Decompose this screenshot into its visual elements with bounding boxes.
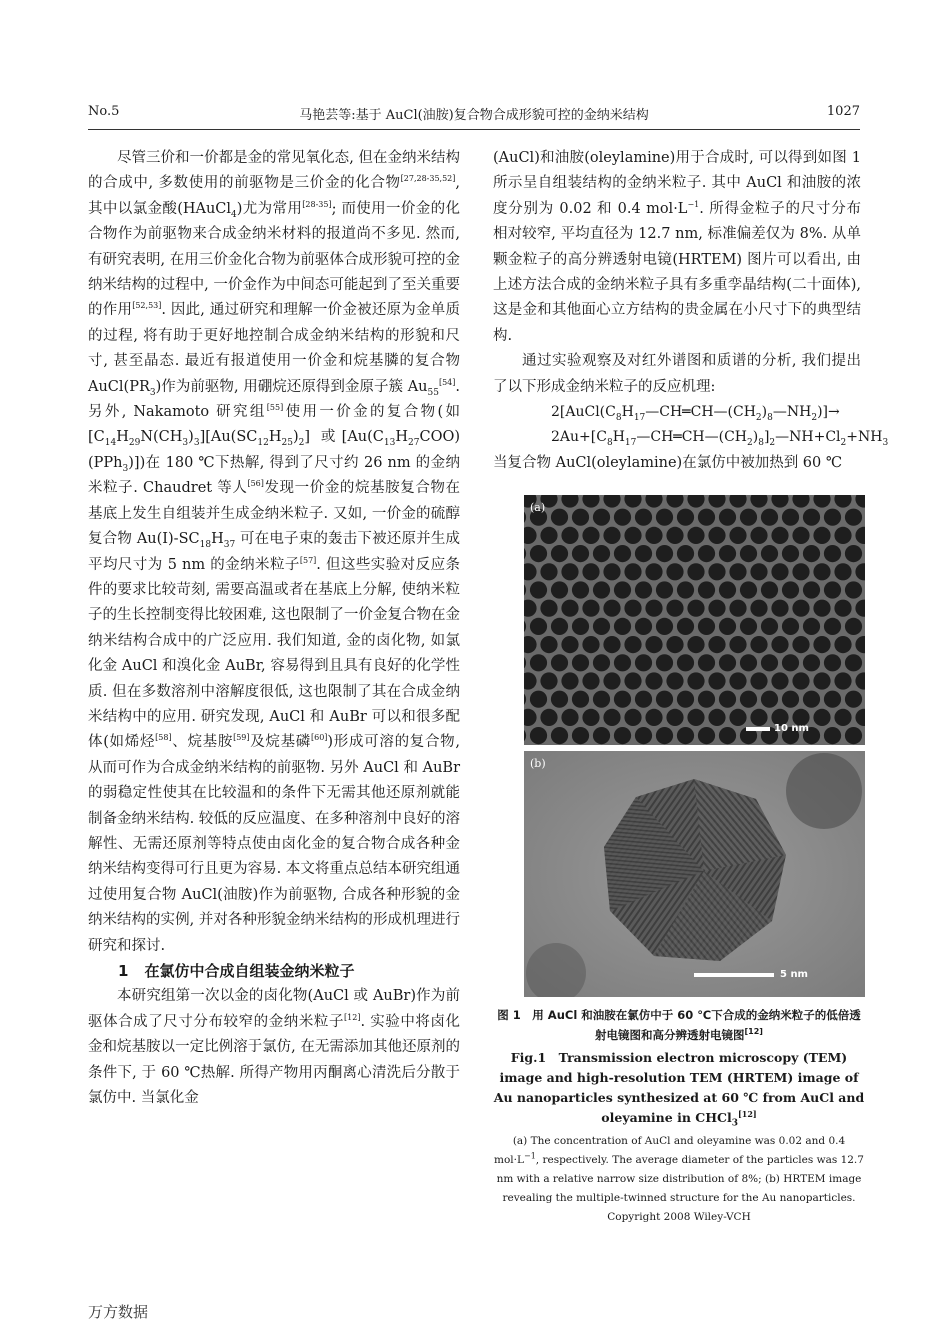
nanoparticle (855, 527, 865, 544)
nanoparticle (645, 527, 662, 544)
nanoparticle (635, 509, 652, 526)
nanoparticle (582, 527, 599, 544)
nanoparticle (761, 691, 778, 708)
nanoparticle (656, 654, 673, 671)
nanoparticle (524, 563, 537, 580)
nanoparticle (740, 545, 757, 562)
nanoparticle (729, 527, 746, 544)
nanoparticle (645, 495, 662, 508)
nanoparticle (524, 672, 537, 689)
nanoparticle (677, 581, 694, 598)
nanoparticle (656, 509, 673, 526)
nanoparticle (614, 654, 631, 671)
nanoparticle (524, 654, 526, 671)
nanoparticle (524, 636, 537, 653)
nanoparticle (719, 509, 736, 526)
nanoparticle (782, 509, 799, 526)
nanoparticle (524, 581, 526, 598)
header-rule (88, 129, 860, 130)
nanoparticle (855, 672, 865, 689)
nanoparticle (582, 563, 599, 580)
nanoparticle (824, 727, 841, 744)
nanoparticle (551, 581, 568, 598)
nanoparticle (740, 509, 757, 526)
nanoparticle (750, 527, 767, 544)
nanoparticle (855, 709, 865, 726)
nanoparticle (572, 509, 589, 526)
nanoparticle (708, 527, 725, 544)
equation-line-2: $2Au+[C_8H_{17}—CH═CH—(CH_2)_8]_2—NH+Cl_2+NH_3$ (551, 429, 889, 449)
nanoparticle (614, 545, 631, 562)
nanoparticle (656, 691, 673, 708)
nanoparticle (750, 636, 767, 653)
nanoparticle (845, 545, 862, 562)
nanoparticle (771, 636, 788, 653)
nanoparticle (719, 545, 736, 562)
nanoparticle (729, 600, 746, 617)
journal-issue: No.5 (88, 104, 120, 119)
nanoparticle (603, 672, 620, 689)
nanoparticle (593, 654, 610, 671)
nanoparticle (572, 618, 589, 635)
nanoparticle (782, 581, 799, 598)
nanoparticle (824, 581, 841, 598)
right-column (493, 146, 889, 476)
nanoparticle (624, 600, 641, 617)
nanoparticle (603, 563, 620, 580)
nanoparticle (698, 581, 715, 598)
nanoparticle (803, 691, 820, 708)
nanoparticle (666, 636, 683, 653)
nanoparticle (572, 654, 589, 671)
nanoparticle (677, 727, 694, 744)
running-title: 马艳芸等:基于 AuCl(油胺)复合物合成形貌可控的金纳米结构 (299, 108, 649, 123)
nanoparticle (666, 495, 683, 508)
nanoparticle (530, 581, 547, 598)
nanoparticle (582, 600, 599, 617)
nanoparticle (614, 691, 631, 708)
scale-bar-b-label: 5 nm (780, 969, 808, 980)
nanoparticle (771, 563, 788, 580)
section-heading: 1 在氯仿中合成自组装金纳米粒子 (118, 962, 355, 980)
nanoparticle (624, 495, 641, 508)
nanoparticle (813, 563, 830, 580)
nanoparticle (729, 636, 746, 653)
nanoparticle (750, 563, 767, 580)
nanoparticle (729, 495, 746, 508)
nanoparticle (530, 654, 547, 671)
nanoparticle (824, 691, 841, 708)
panel-a-label: (a) (530, 501, 546, 514)
nanoparticle (845, 618, 862, 635)
nanoparticle (656, 581, 673, 598)
nanoparticle (834, 672, 851, 689)
nanoparticle (845, 727, 862, 744)
nanoparticle (530, 618, 547, 635)
nanoparticle (813, 709, 830, 726)
nanoparticle (834, 527, 851, 544)
nanoparticle (635, 618, 652, 635)
nanoparticle (593, 727, 610, 744)
paragraph-mechanism: 通过实验观察及对红外谱图和质谱的分析, 我们提出了以下形成金纳米粒子的反应机理: (493, 353, 861, 395)
nanoparticle (792, 636, 809, 653)
nanoparticle (524, 527, 537, 544)
nanoparticle (645, 600, 662, 617)
nanoparticle (530, 691, 547, 708)
panel-b-label: (b) (530, 757, 546, 770)
nanoparticle (834, 709, 851, 726)
nanoparticle (813, 600, 830, 617)
nanoparticle (782, 618, 799, 635)
nanoparticle (855, 600, 865, 617)
nanoparticle (582, 672, 599, 689)
nanoparticle (551, 618, 568, 635)
nanoparticle (551, 727, 568, 744)
hrtem-particle (524, 751, 865, 997)
nanoparticle (845, 509, 862, 526)
nanoparticle (656, 618, 673, 635)
nanoparticle (813, 636, 830, 653)
hrtem-image-panel-b (524, 751, 865, 997)
nanoparticle (666, 709, 683, 726)
nanoparticle (677, 618, 694, 635)
nanoparticle (524, 600, 537, 617)
nanoparticle (551, 509, 568, 526)
nanoparticle (561, 709, 578, 726)
figure-caption-note: (a) The concentration of AuCl and oleyamine was 0.02 and 0.4 $mol\cdot L^{-1}$, respectively. The average diameter of the particles was 12.7 nm with a relative narrow size distribution of 8%; (b) HRTEM image revealing the multiple-twinned structure for the Au nanoparticles. Copyright 2008 Wiley-VCH (494, 1135, 864, 1223)
nanoparticle (572, 691, 589, 708)
nanoparticle (603, 527, 620, 544)
page-number: 1027 (826, 104, 860, 119)
nanoparticle (761, 581, 778, 598)
paragraph-intro: 尽管三价和一价都是金的常见氧化态, 但在金纳米结构的合成中, 多数使用的前驱物是三价金的化合物[27,28-35,52], 其中以氯金酸(HAuCl$_4$)尤为常用[28-35]; 而使用一价金的化合物作为前驱物来合成金纳米材料的报道尚不多见. 然而, 有研究表明, 在用三价金化合物为前驱体合成形貌可控的金纳米结构的过程中, 一价金作为中间态可能起到了至关重要的作用[52,53]. 因此, 通过研究和理解一价金被还原为金单质的过程, 将有助于更好地控制合成金纳米结构的形貌和尺寸, 甚至晶态. 最近有报道使用一价金和烷基膦的复合物 $AuCl(PR_3)$作为前驱物, 用硼烷还原得到金原子簇 $Au_{55}[54]$. 另外, Nakamoto 研究组[55]使用一价金的复合物(如$[C_{14}H_{29}N(CH_3)_3][Au(SC_{12}H_{25})_2]$ 或$[Au(C_{13}H_{27}COO)(PPh_3)]$)在 180 ℃下热解, 得到了尺寸约 26 nm 的金纳米粒子. Chaudret 等人[56]发现一价金的烷基胺复合物在基底上发生自组装并生成金纳米粒子. 又如, 一价金的硫醇复合物 $Au(I)-SC_{18}H_{37}$ 可在电子束的轰击下被还原并生成平均尺寸为 5 nm 的金纳米粒子[57]. 但这些实验对反应条件的要求比较苛刻, 需要高温或者在基底上分解, 使纳米粒子的生长控制变得比较困难, 这也限制了一价金复合物在金纳米结构合成中的广泛应用. 我们知道, 金的卤化物, 如氯化金 AuCl 和溴化金 AuBr, 容易得到且具有良好的化学性质. 但在多数溶剂中溶解度很低, 这也限制了其在合成金纳米结构中的应用. 研究发现, AuCl 和 AuBr 可以和很多配体(如烯烃[58]、烷基胺[59]及烷基磷[60])形成可溶的复合物, 从而可作为合成金纳米结构的前驱物. 另外 AuCl 和 AuBr 的弱稳定性使其在比较温和的条件下无需其他还原剂就能制备金纳米结构. 较低的反应温度、在多种溶剂中良好的溶解性、无需还原剂等特点使由卤化金的复合物合成各种金纳米结构变得可行且更为容易. 本文将重点总结本研究组通过使用复合物 AuCl(油胺)作为前驱物, 合成各种形貌的金纳米结构的实例, 并对各种形貌金纳米结构的形成机理进行研究和探讨. (88, 150, 461, 954)
nanoparticle (677, 654, 694, 671)
nanoparticle (771, 527, 788, 544)
nanoparticle (624, 636, 641, 653)
tem-image-panel-a (524, 495, 865, 745)
nanoparticle (603, 709, 620, 726)
nanoparticle (729, 672, 746, 689)
nanoparticle (708, 672, 725, 689)
nanoparticle (824, 509, 841, 526)
nanoparticle (855, 563, 865, 580)
nanoparticle (719, 581, 736, 598)
running-header (88, 104, 860, 124)
nanoparticle (524, 618, 526, 635)
nanoparticle (824, 618, 841, 635)
nanoparticle (687, 636, 704, 653)
nanoparticle (782, 691, 799, 708)
nanoparticle (624, 709, 641, 726)
nanoparticle (582, 709, 599, 726)
nanoparticle (698, 691, 715, 708)
nanoparticle (740, 581, 757, 598)
nanoparticle (635, 691, 652, 708)
nanoparticle (729, 709, 746, 726)
nanoparticle (645, 709, 662, 726)
nanoparticle (540, 672, 557, 689)
nanoparticle (561, 600, 578, 617)
paragraph-section1: 本研究组第一次以金的卤化物(AuCl 或 AuBr)作为前驱体合成了尺寸分布较窄的金纳米粒子[12]. 实验中将卤化金和烷基胺以一定比例溶于氯仿, 在无需添加其他还原剂的条件下, 于 60 ℃热解. 所得产物用丙酮离心清洗后分散于氯仿中. 当氯化金 (88, 988, 461, 1107)
neighbor-particle (786, 753, 862, 829)
nanoparticle (792, 527, 809, 544)
nanoparticle (708, 495, 725, 508)
nanoparticle (803, 545, 820, 562)
nanoparticle (719, 654, 736, 671)
nanoparticle (792, 672, 809, 689)
nanoparticle (561, 527, 578, 544)
nanoparticle (813, 495, 830, 508)
nanoparticle (792, 600, 809, 617)
nanoparticle (666, 672, 683, 689)
nanoparticle (614, 727, 631, 744)
nanoparticle (540, 709, 557, 726)
nanoparticle (813, 527, 830, 544)
nanoparticle (666, 563, 683, 580)
database-watermark: 万方数据 (88, 1303, 149, 1321)
nanoparticle (677, 509, 694, 526)
nanoparticle (524, 709, 537, 726)
nanoparticle (572, 581, 589, 598)
nanoparticle (687, 563, 704, 580)
nanoparticle (582, 636, 599, 653)
tem-nanoparticle-array (524, 495, 865, 745)
nanoparticle (845, 654, 862, 671)
nanoparticle (855, 636, 865, 653)
nanoparticle (824, 545, 841, 562)
nanoparticle (624, 672, 641, 689)
nanoparticle (551, 545, 568, 562)
nanoparticle (614, 618, 631, 635)
nanoparticle (635, 654, 652, 671)
nanoparticle (572, 727, 589, 744)
nanoparticle (750, 495, 767, 508)
nanoparticle (582, 495, 599, 508)
nanoparticle (719, 727, 736, 744)
nanoparticle (687, 672, 704, 689)
nanoparticle (708, 563, 725, 580)
nanoparticle (561, 672, 578, 689)
nanoparticle (635, 727, 652, 744)
nanoparticle (603, 600, 620, 617)
nanoparticle (614, 581, 631, 598)
nanoparticle (540, 636, 557, 653)
nanoparticle (677, 691, 694, 708)
nanoparticle (708, 600, 725, 617)
nanoparticle (572, 545, 589, 562)
nanoparticle (645, 636, 662, 653)
nanoparticle (624, 527, 641, 544)
nanoparticle (845, 691, 862, 708)
nanoparticle (771, 495, 788, 508)
nanoparticle (834, 600, 851, 617)
nanoparticle (708, 636, 725, 653)
nanoparticle (750, 672, 767, 689)
nanoparticle (656, 727, 673, 744)
nanoparticle (677, 545, 694, 562)
nanoparticle (540, 527, 557, 544)
nanoparticle (540, 600, 557, 617)
nanoparticle (855, 495, 865, 508)
left-column (88, 146, 460, 1111)
nanoparticle (698, 618, 715, 635)
nanoparticle (666, 600, 683, 617)
nanoparticle (761, 618, 778, 635)
nanoparticle (792, 495, 809, 508)
nanoparticle (719, 618, 736, 635)
nanoparticle (524, 691, 526, 708)
nanoparticle (698, 654, 715, 671)
nanoparticle (834, 563, 851, 580)
nanoparticle (645, 563, 662, 580)
nanoparticle (530, 545, 547, 562)
nanoparticle (593, 545, 610, 562)
nanoparticle (687, 527, 704, 544)
nanoparticle (551, 654, 568, 671)
nanoparticle (803, 654, 820, 671)
nanoparticle (813, 672, 830, 689)
nanoparticle (698, 509, 715, 526)
nanoparticle (561, 495, 578, 508)
nanoparticle (761, 654, 778, 671)
nanoparticle (603, 636, 620, 653)
nanoparticle (561, 636, 578, 653)
nanoparticle (524, 727, 526, 744)
nanoparticle (771, 672, 788, 689)
nanoparticle (635, 545, 652, 562)
figure-caption-chinese: 图 1 用 AuCl 和油胺在氯仿中于 60 ℃下合成的金纳米粒子的低倍透射电镜图和高分辨透射电镜图[12] (497, 1008, 861, 1042)
nanoparticle (561, 563, 578, 580)
nanoparticle (524, 509, 526, 526)
nanoparticle (624, 563, 641, 580)
equation-line-1: $2[AuCl(C_8H_{17}—CH═CH—(CH_2)_8—NH_2)]\to$ (551, 404, 840, 423)
scale-bar-b (694, 973, 774, 977)
nanoparticle (719, 691, 736, 708)
figure-1 (524, 495, 865, 997)
nanoparticle (666, 527, 683, 544)
nanoparticle (750, 709, 767, 726)
nanoparticle (593, 581, 610, 598)
nanoparticle (771, 600, 788, 617)
nanoparticle (530, 727, 547, 744)
nanoparticle (761, 509, 778, 526)
nanoparticle (540, 563, 557, 580)
nanoparticle (782, 545, 799, 562)
nanoparticle (740, 691, 757, 708)
nanoparticle (708, 709, 725, 726)
nanoparticle (792, 563, 809, 580)
nanoparticle (645, 672, 662, 689)
nanoparticle (603, 495, 620, 508)
nanoparticle (750, 600, 767, 617)
paragraph-results: (AuCl)和油胺(oleylamine)用于合成时, 可以得到如图 1 所示呈自组装结构的金纳米粒子. 其中 AuCl 和油胺的浓度分别为 0.02 和 0.4 $mol\cdot L^{-1}$. 所得金粒子的尺寸分布相对较窄, 平均直径为 12.7 nm, 标准偏差仅为 8%. 从单颗金粒子的高分辨透射电镜(HRTEM) 图片可以看出, 由上述方法合成的金纳米粒子具有多重孪晶结构(二十面体), 这是金和其他面心立方结构的贵金属在小尺寸下的典型结构. (493, 150, 862, 344)
nanoparticle (782, 654, 799, 671)
nanoparticle (698, 545, 715, 562)
nanoparticle (551, 691, 568, 708)
nanoparticle (740, 618, 757, 635)
nanoparticle (729, 563, 746, 580)
nanoparticle (698, 727, 715, 744)
nanoparticle (687, 709, 704, 726)
nanoparticle (593, 509, 610, 526)
figure-caption-english: Fig.1 Transmission electron microscopy (TEM) image and high-resolution TEM (HRTEM) image of Au nanoparticles synthesized at 60 ℃ from AuCl and oleyamine in CHCl$_3$[12] (493, 1050, 865, 1129)
nanoparticle (740, 654, 757, 671)
nanoparticle (656, 545, 673, 562)
nanoparticle (593, 618, 610, 635)
nanoparticle (614, 509, 631, 526)
nanoparticle (803, 581, 820, 598)
scale-bar-a-label: 10 nm (774, 723, 809, 734)
nanoparticle (824, 654, 841, 671)
nanoparticle (524, 545, 526, 562)
nanoparticle (834, 636, 851, 653)
nanoparticle (834, 495, 851, 508)
figure-copyright: Copyright 2008 Wiley-VCH (607, 1211, 751, 1223)
nanoparticle (761, 545, 778, 562)
nanoparticle (635, 581, 652, 598)
nanoparticle (803, 618, 820, 635)
nanoparticle (845, 581, 862, 598)
scale-bar-a (746, 727, 770, 731)
nanoparticle (803, 509, 820, 526)
nanoparticle (687, 495, 704, 508)
nanoparticle (687, 600, 704, 617)
nanoparticle (593, 691, 610, 708)
paragraph-continued: 当复合物 AuCl(oleylamine)在氯仿中被加热到 60 ℃ (493, 454, 843, 471)
